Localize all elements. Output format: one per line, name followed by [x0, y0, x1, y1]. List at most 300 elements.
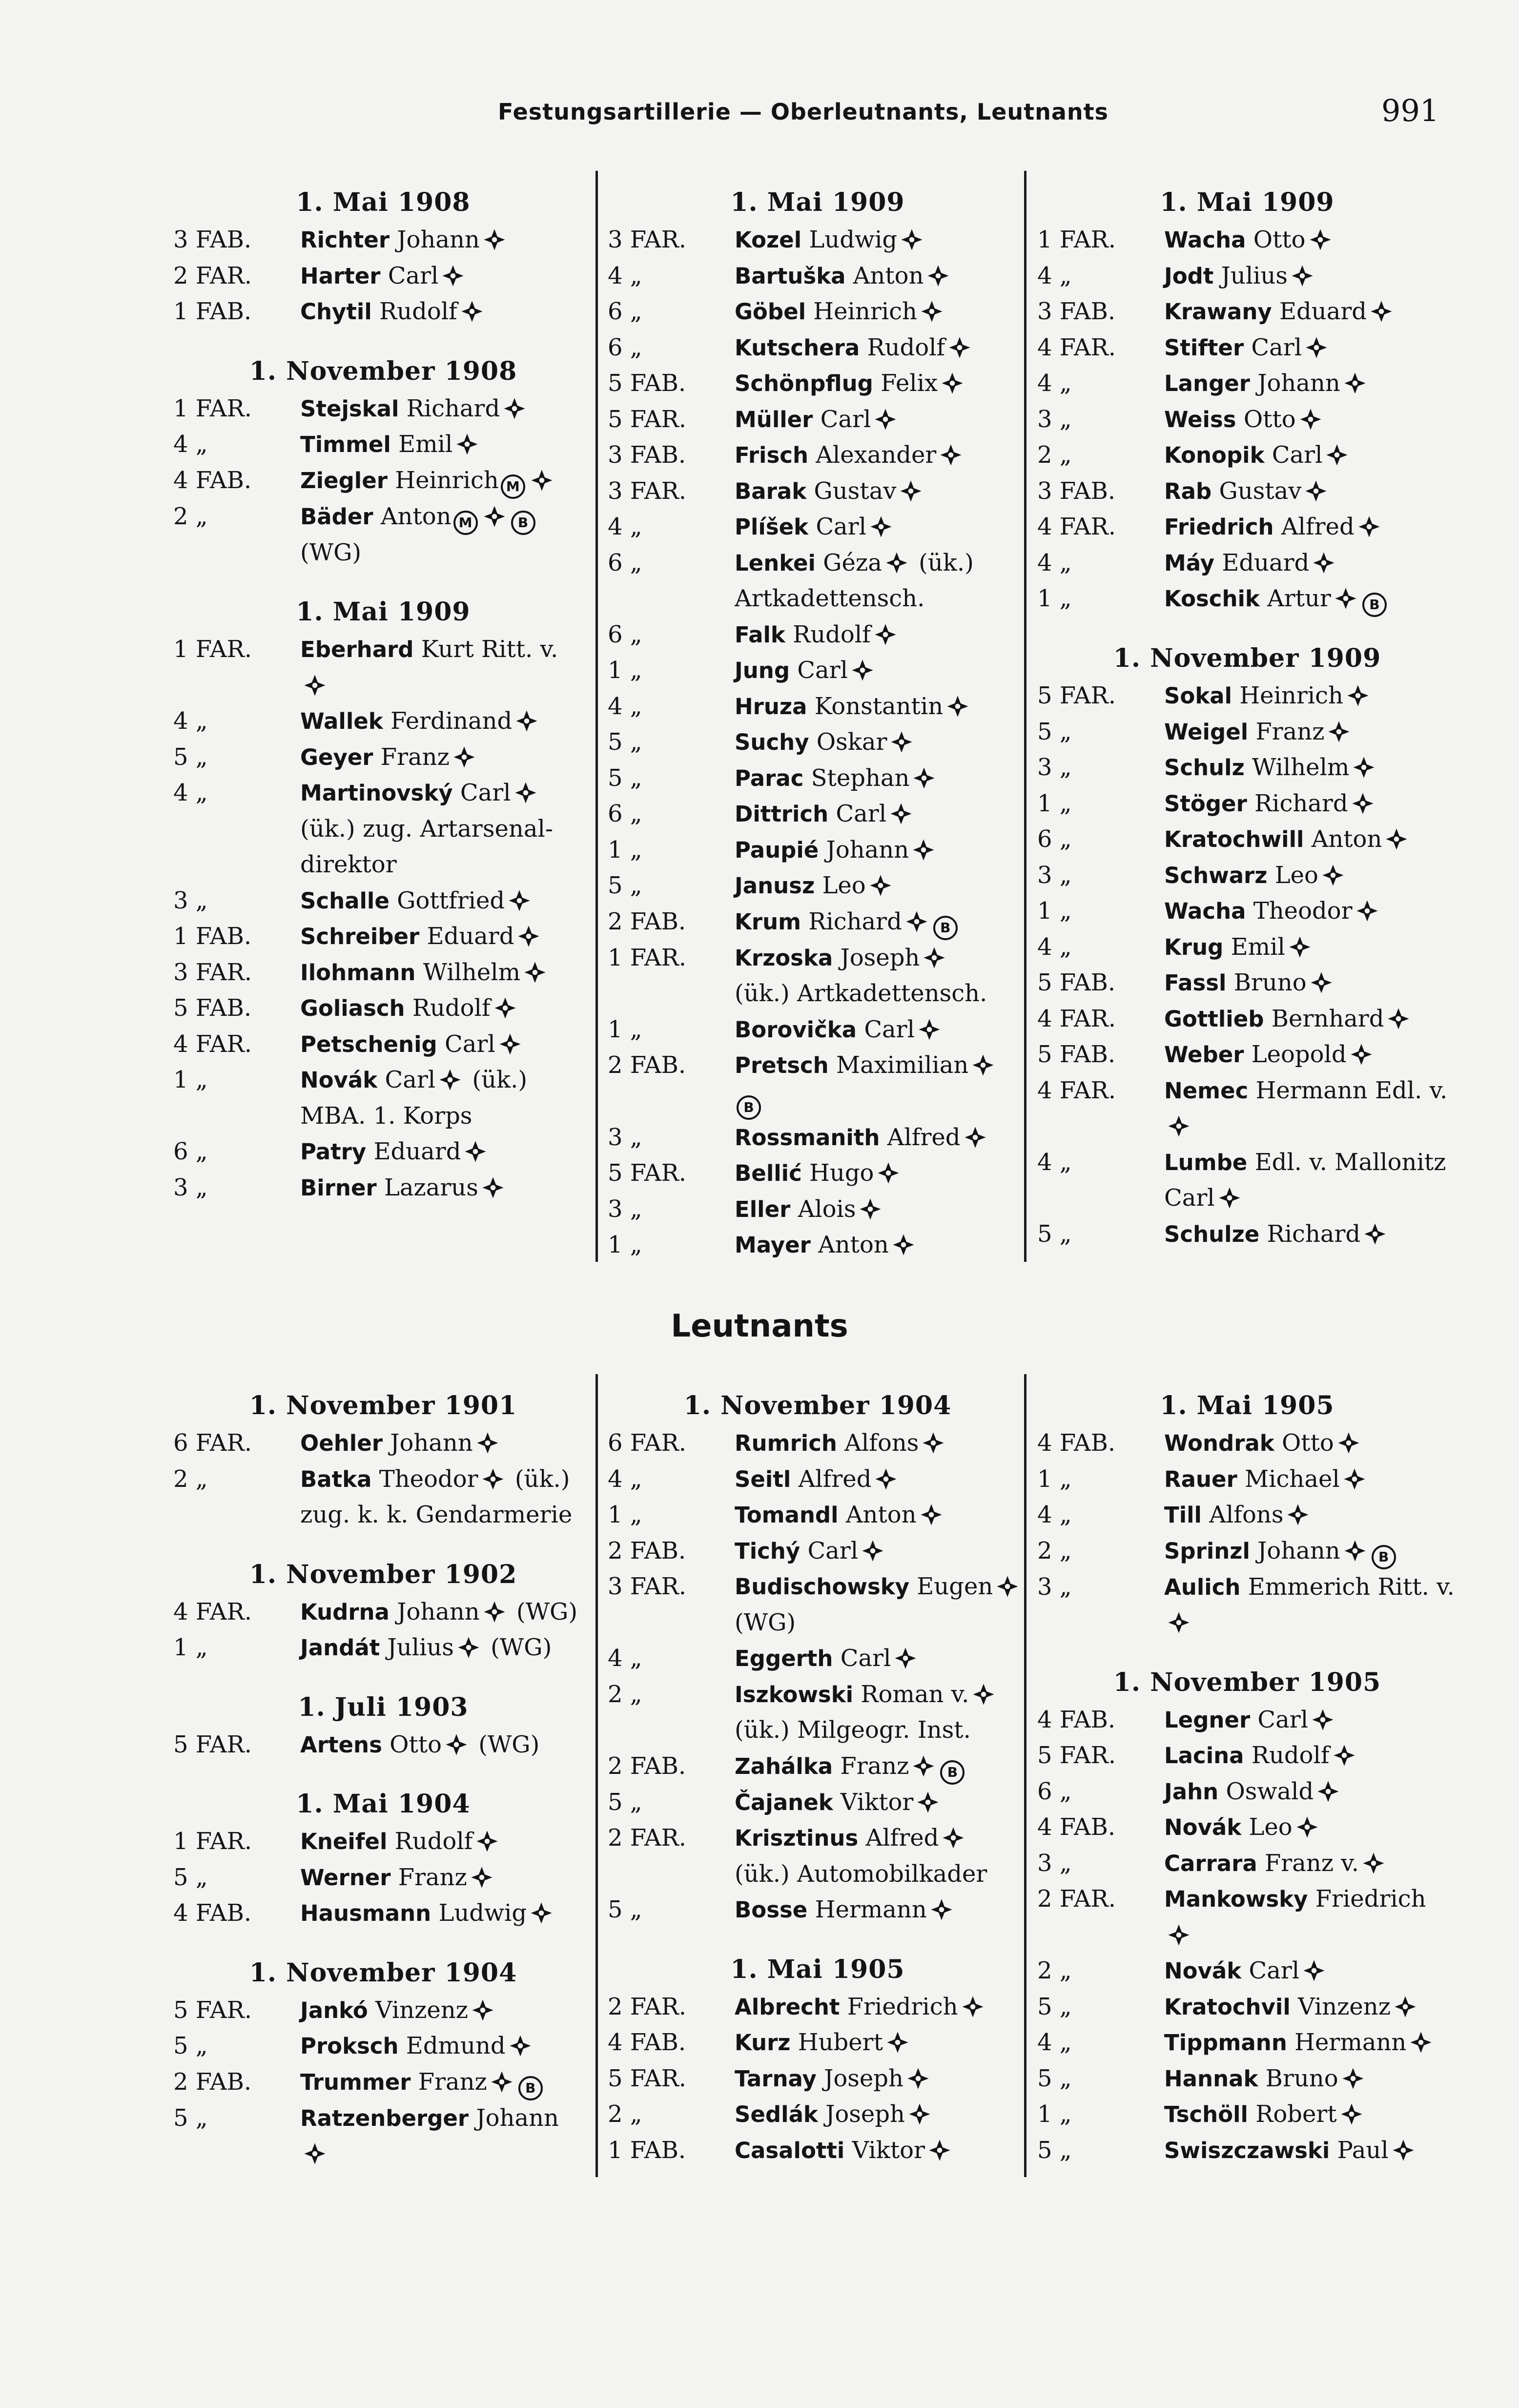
officer-surname: Bartuška [735, 263, 846, 289]
unit-label: 2 FAB. [173, 2068, 252, 2096]
military-merit-medal-icon: M [501, 474, 525, 499]
officer-given-name: Johann [1257, 1537, 1340, 1564]
officer-surname: Ratzenberger [300, 2105, 469, 2131]
order-cross-icon [874, 1465, 898, 1489]
officer-surname: Tippmann [1164, 2030, 1287, 2056]
officer-entry [173, 1027, 593, 1063]
entry-note: (WG) [300, 538, 362, 566]
officer-entry [173, 1993, 593, 2029]
order-cross-icon [972, 1681, 995, 1704]
promotion-date-heading: 1. Mai 1905 [730, 1954, 905, 1984]
order-cross-icon [498, 1030, 522, 1054]
officer-surname: Batka [300, 1466, 372, 1492]
officer-surname: Krisztinus [735, 1825, 859, 1851]
officer-surname: Tarnay [735, 2065, 817, 2092]
officer-given-name: Anton [380, 502, 452, 530]
officer-surname: Lacina [1164, 1743, 1244, 1769]
officer-surname: Geyer [300, 744, 373, 770]
officer-surname: Müller [735, 406, 813, 432]
unit-label: 1 „ [1037, 585, 1072, 612]
officer-entry [173, 703, 593, 740]
officer-entry [608, 761, 1027, 797]
officer-entry [1037, 545, 1457, 581]
officer-given-name: Otto [390, 1730, 442, 1758]
officer-given-name: Johann [397, 1598, 480, 1626]
unit-label: 5 „ [608, 872, 642, 899]
officer-surname: Jodt [1164, 263, 1214, 289]
unit-label: 5 „ [608, 1788, 642, 1816]
officer-surname: Sprinzl [1164, 1538, 1250, 1564]
order-cross-icon [1302, 1957, 1326, 1980]
officer-given-name: Heinrich [813, 298, 917, 325]
officer-surname: Schwarz [1164, 862, 1268, 888]
unit-label: 4 „ [1037, 933, 1072, 961]
order-cross-icon [1334, 585, 1357, 608]
officer-entry [173, 2100, 593, 2172]
officer-entry [608, 1820, 1027, 1892]
unit-label: 4 „ [173, 431, 208, 458]
officer-entry [608, 1461, 1027, 1498]
unit-label: 4 „ [1037, 262, 1072, 289]
unit-label: 1 FAR. [173, 636, 252, 663]
officer-entry [1037, 1810, 1457, 1846]
oberleutnants-column-2 [608, 183, 1027, 1263]
unit-label: 4 „ [608, 1645, 642, 1672]
unit-label: 4 „ [608, 513, 642, 540]
unit-label: 4 „ [1037, 370, 1072, 397]
order-cross-icon [1288, 933, 1312, 957]
officer-given-name: Johann [476, 2104, 559, 2132]
promotion-date-heading: 1. November 1908 [249, 356, 517, 386]
officer-given-name: Eduard [1222, 549, 1310, 576]
officer-entry [173, 294, 593, 330]
officer-given-name: Anton [1311, 825, 1382, 853]
order-cross-icon [851, 657, 874, 680]
officer-given-name: Alfons [1209, 1501, 1284, 1528]
column-divider [595, 171, 598, 1262]
order-cross-icon [303, 2140, 327, 2163]
unit-label: 4 FAR. [173, 1030, 252, 1058]
officer-surname: Kurz [735, 2030, 791, 2056]
officer-entry [1037, 1073, 1457, 1145]
order-cross-icon [503, 395, 526, 418]
officer-surname: Nemec [1164, 1077, 1249, 1104]
promotion-date-heading: 1. November 1901 [249, 1391, 517, 1420]
officer-surname: Kozel [735, 227, 802, 253]
order-cross-icon [906, 2065, 930, 2088]
officer-given-name: Heinrich [395, 466, 499, 494]
officer-entry [608, 868, 1027, 904]
officer-given-name: Robert [1255, 2100, 1337, 2128]
officer-given-name: Anton [845, 1501, 917, 1528]
officer-given-name: Rudolf [793, 620, 871, 648]
officer-entry [608, 832, 1027, 868]
officer-surname: Goliasch [300, 995, 405, 1021]
officer-given-name: Emmerich Ritt. v. [1248, 1573, 1455, 1601]
officer-surname: Krum [735, 908, 801, 935]
unit-label: 5 „ [173, 2032, 208, 2059]
bronze-medal-icon: B [940, 1760, 965, 1785]
bronze-medal-icon: B [511, 511, 535, 535]
officer-surname: Jahn [1164, 1778, 1219, 1805]
officer-entry [173, 222, 593, 258]
officer-given-name: Edmund [406, 2032, 506, 2059]
officer-surname: Albrecht [735, 1994, 840, 2020]
officer-given-name: Edl. v. Mallonitz Carl [1164, 1148, 1446, 1212]
officer-given-name: Kurt Ritt. v. [421, 636, 558, 663]
order-cross-icon [483, 1598, 506, 1622]
unit-label: 1 „ [608, 836, 642, 864]
officer-surname: Werner [300, 1864, 391, 1891]
officer-surname: Lenkei [735, 550, 816, 576]
order-cross-icon [471, 1996, 494, 2020]
entry-note: (ük.) Artkadettensch. [735, 980, 987, 1007]
officer-given-name: Julius [387, 1634, 454, 1661]
order-cross-icon [948, 334, 971, 357]
unit-label: 5 „ [1037, 2064, 1072, 2092]
entry-note: (ük.) Automobilkader [735, 1860, 987, 1888]
officer-surname: Mankowsky [1164, 1886, 1308, 1912]
officer-entry [1037, 786, 1457, 822]
officer-surname: Casalotti [735, 2137, 845, 2163]
officer-surname: Chytil [300, 299, 372, 325]
order-cross-icon [1392, 2137, 1415, 2160]
officer-surname: Jandát [300, 1635, 380, 1661]
officer-given-name: Alfred [798, 1465, 872, 1493]
officer-entry [1037, 330, 1457, 366]
officer-given-name: Hermann [815, 1896, 927, 1923]
officer-entry [173, 1170, 593, 1206]
unit-label: 2 FAB. [608, 1537, 686, 1564]
unit-label: 4 „ [608, 262, 642, 289]
promotion-date-heading: 1. November 1909 [1113, 643, 1381, 673]
officer-given-name: Leo [1274, 861, 1318, 889]
order-cross-icon [481, 1465, 505, 1489]
order-cross-icon [1299, 406, 1322, 429]
unit-label: 1 „ [608, 1501, 642, 1528]
order-cross-icon [1327, 718, 1351, 741]
unit-label: 2 FAR. [608, 1824, 686, 1852]
officer-surname: Till [1164, 1502, 1202, 1528]
unit-label: 3 FAR. [608, 226, 686, 253]
officer-given-name: Emil [398, 431, 453, 458]
officer-given-name: Theodor [1253, 897, 1353, 925]
order-cross-icon [900, 226, 924, 249]
order-cross-icon [509, 2032, 532, 2056]
officer-surname: Kutschera [735, 334, 860, 361]
promotion-date-heading: 1. Mai 1909 [296, 597, 471, 627]
officer-surname: Barak [735, 478, 807, 504]
officer-given-name: Carl [1251, 333, 1302, 361]
officer-surname: Hruza [735, 693, 807, 720]
officer-given-name: Rudolf [867, 333, 945, 361]
unit-label: 2 FAB. [608, 1051, 686, 1079]
bronze-medal-icon: B [1372, 1545, 1396, 1569]
officer-given-name: Stephan [811, 764, 910, 792]
order-cross-icon [1343, 370, 1367, 393]
bronze-medal-icon: B [1362, 593, 1387, 617]
officer-entry [608, 1785, 1027, 1821]
officer-surname: Eberhard [300, 637, 414, 662]
unit-label: 5 FAB. [608, 370, 686, 397]
order-cross-icon [483, 226, 506, 249]
unit-label: 5 „ [608, 1896, 642, 1923]
officer-entry [173, 1727, 593, 1763]
officer-entry [173, 499, 593, 571]
officer-surname: Mayer [735, 1232, 811, 1258]
officer-given-name: Carl [864, 1015, 915, 1043]
officer-entry [608, 437, 1027, 473]
entry-annotation: (WG) [483, 1634, 552, 1661]
unit-label: 3 FAB. [608, 441, 686, 469]
officer-surname: Petschenig [300, 1031, 437, 1057]
officer-surname: Schönpflug [735, 370, 873, 396]
order-cross-icon [920, 298, 944, 321]
order-cross-icon [455, 431, 479, 454]
officer-given-name: Alexander [816, 441, 937, 469]
officer-surname: Eller [735, 1196, 791, 1222]
officer-given-name: Rudolf [379, 298, 457, 325]
unit-label: 2 FAR. [608, 1993, 686, 2020]
order-cross-icon [905, 908, 928, 931]
order-cross-icon [1305, 334, 1328, 357]
officer-given-name: Carl [385, 1066, 436, 1093]
officer-entry [173, 883, 593, 919]
order-cross-icon [1167, 1921, 1191, 1945]
officer-surname: Harter [300, 263, 381, 289]
officer-surname: Aulich [1164, 1574, 1241, 1600]
officer-surname: Novák [1164, 1958, 1242, 1984]
entry-annotation: (ük.) [465, 1066, 528, 1093]
officer-surname: Parac [735, 765, 804, 791]
officer-given-name: Hermann Edl. v. [1255, 1076, 1448, 1104]
officer-entry [173, 1630, 593, 1666]
order-cross-icon [452, 743, 476, 767]
officer-entry [608, 1120, 1027, 1156]
officer-given-name: Johann [397, 226, 480, 253]
officer-entry [1037, 2061, 1457, 2097]
officer-surname: Seitl [735, 1466, 791, 1492]
officer-given-name: Friedrich [1315, 1885, 1426, 1913]
officer-given-name: Carl [820, 405, 871, 433]
officer-entry [608, 1892, 1027, 1928]
officer-entry [173, 1425, 593, 1461]
officer-surname: Legner [1164, 1707, 1251, 1733]
officer-entry [608, 330, 1027, 366]
order-cross-icon [1325, 441, 1349, 465]
unit-label: 1 „ [173, 1066, 208, 1093]
promotion-date-heading: 1. Mai 1908 [296, 187, 471, 217]
order-cross-icon [508, 887, 531, 910]
unit-label: 5 FAR. [608, 405, 686, 433]
officer-entry [1037, 473, 1457, 510]
officer-entry [173, 2064, 593, 2100]
entry-annotation: (ük.) [911, 549, 974, 576]
officer-given-name: Anton [853, 262, 924, 289]
bronze-medal-icon: B [737, 1095, 761, 1120]
entry-annotation: (WG) [471, 1730, 540, 1758]
unit-label: 4 „ [173, 707, 208, 735]
officer-given-name: Richard [808, 907, 902, 935]
unit-label: 4 „ [608, 1465, 642, 1493]
officer-surname: Bellić [735, 1160, 802, 1186]
officer-entry [1037, 1774, 1457, 1810]
officer-entry [1037, 714, 1457, 750]
order-cross-icon [1309, 226, 1332, 249]
officer-entry [608, 1425, 1027, 1461]
officer-given-name: Artur [1267, 585, 1331, 612]
officer-surname: Weigel [1164, 719, 1249, 745]
officer-entry [1037, 1953, 1457, 1989]
officer-given-name: Anton [818, 1231, 889, 1258]
order-cross-icon [1351, 790, 1375, 813]
unit-label: 5 FAB. [1037, 969, 1116, 996]
officer-given-name: Johann [1257, 370, 1340, 397]
officer-entry [173, 1824, 593, 1860]
officer-entry [608, 402, 1027, 438]
officer-given-name: Carl [1249, 1957, 1300, 1984]
order-cross-icon [1167, 1112, 1191, 1136]
officer-entry [1037, 294, 1457, 330]
order-cross-icon [889, 800, 913, 823]
officer-entry [1037, 581, 1457, 617]
order-cross-icon [445, 1731, 468, 1754]
entry-note: zug. k. k. Gendarmerie [300, 1501, 573, 1528]
officer-entry [608, 473, 1027, 510]
officer-surname: Kratochvil [1164, 1994, 1291, 2020]
officer-given-name: Eduard [373, 1138, 461, 1165]
officer-surname: Tomandl [735, 1502, 839, 1528]
officer-surname: Langer [1164, 370, 1251, 396]
officer-surname: Kneifel [300, 1829, 388, 1854]
order-cross-icon [1346, 682, 1370, 705]
unit-label: 2 „ [173, 1465, 208, 1493]
officer-surname: Artens [300, 1731, 382, 1758]
officer-entry [608, 258, 1027, 294]
officer-surname: Wallek [300, 708, 383, 734]
officer-surname: Stifter [1164, 334, 1244, 361]
oberleutnants-column-1 [173, 183, 593, 1206]
order-cross-icon [912, 764, 936, 788]
running-title: Festungsartillerie — Oberleutnants, Leutnants [498, 99, 1108, 125]
leutnants-column-1 [173, 1386, 593, 2172]
officer-entry [1037, 1989, 1457, 2025]
officer-given-name: Ludwig [438, 1899, 527, 1927]
officer-surname: Tichý [735, 1538, 801, 1564]
officer-surname: Dittrich [735, 801, 829, 827]
officer-surname: Hannak [1164, 2065, 1258, 2092]
promotion-date-heading: 1. November 1904 [683, 1391, 952, 1420]
officer-entry [608, 796, 1027, 832]
officer-surname: Koschik [1164, 586, 1260, 612]
order-cross-icon [920, 1501, 943, 1524]
officer-entry [1037, 1001, 1457, 1037]
order-cross-icon [493, 994, 517, 1018]
order-cross-icon [1363, 1220, 1387, 1244]
order-cross-icon [483, 503, 506, 526]
officer-surname: Borovička [735, 1016, 857, 1043]
officer-entry [608, 366, 1027, 402]
officer-given-name: Rudolf [412, 994, 491, 1022]
unit-label: 5 „ [173, 743, 208, 771]
unit-label: 1 FAB. [608, 2136, 686, 2164]
officer-given-name: Carl [1272, 441, 1323, 469]
officer-entry [1037, 750, 1457, 786]
order-cross-icon [1343, 1465, 1366, 1489]
officer-given-name: Oskar [816, 728, 887, 756]
unit-label: 5 „ [608, 728, 642, 756]
officer-given-name: Emil [1231, 933, 1285, 961]
officer-entry [173, 1062, 593, 1134]
unit-label: 3 FAR. [608, 1573, 686, 1600]
order-cross-icon [1385, 825, 1408, 849]
order-cross-icon [930, 1896, 953, 1919]
unit-label: 4 FAB. [1037, 1429, 1116, 1457]
officer-surname: Plíšek [735, 514, 809, 540]
officer-surname: Konopik [1164, 442, 1265, 468]
unit-label: 4 FAB. [173, 466, 252, 494]
officer-given-name: Paul [1337, 2136, 1389, 2164]
unit-label: 3 FAR. [173, 958, 252, 986]
order-cross-icon [1370, 298, 1393, 321]
officer-given-name: Richard [1267, 1220, 1361, 1248]
officer-surname: Bosse [735, 1897, 808, 1923]
officer-surname: Rossmanith [735, 1124, 880, 1151]
order-cross-icon [523, 959, 547, 982]
officer-surname: Stöger [1164, 790, 1247, 817]
officer-given-name: Johann [390, 1429, 473, 1457]
officer-given-name: Eugen [917, 1573, 993, 1600]
officer-entry [173, 632, 593, 703]
officer-surname: Falk [735, 621, 785, 648]
officer-entry [608, 1012, 1027, 1048]
unit-label: 3 „ [1037, 1849, 1072, 1877]
officer-surname: Timmel [300, 432, 391, 457]
unit-label: 3 „ [608, 1123, 642, 1151]
officer-given-name: Ludwig [809, 226, 898, 253]
unit-label: 4 FAR. [1037, 513, 1116, 540]
unit-label: 1 „ [608, 657, 642, 684]
officer-entry [1037, 1702, 1457, 1738]
unit-label: 6 „ [608, 620, 642, 648]
unit-label: 5 FAR. [1037, 682, 1116, 709]
unit-label: 1 FAR. [608, 944, 686, 971]
promotion-date-heading: 1. Juli 1903 [298, 1692, 469, 1722]
officer-surname: Eggerth [735, 1646, 833, 1671]
unit-label: 1 „ [1037, 897, 1072, 925]
promotion-date-heading: 1. Mai 1909 [1160, 187, 1334, 217]
officer-surname: Novák [300, 1067, 378, 1093]
order-cross-icon [1355, 897, 1379, 921]
officer-entry [1037, 1738, 1457, 1774]
officer-surname: Iszkowski [735, 1681, 854, 1708]
order-cross-icon [457, 1634, 480, 1657]
officer-surname: Bäder [300, 503, 373, 530]
officer-entry [1037, 258, 1457, 294]
order-cross-icon [441, 262, 465, 286]
officer-entry [608, 940, 1027, 1012]
officer-entry [608, 509, 1027, 545]
order-cross-icon [1333, 1742, 1356, 1765]
unit-label: 5 FAB. [1037, 1041, 1116, 1068]
military-merit-medal-icon: M [453, 511, 478, 535]
officer-entry [173, 1461, 593, 1533]
officer-entry [1037, 1846, 1457, 1882]
officer-given-name: Gottfried [397, 886, 505, 914]
entry-annotation: (ük.) [507, 1465, 570, 1493]
officer-entry [1037, 437, 1457, 473]
order-cross-icon [515, 707, 538, 731]
